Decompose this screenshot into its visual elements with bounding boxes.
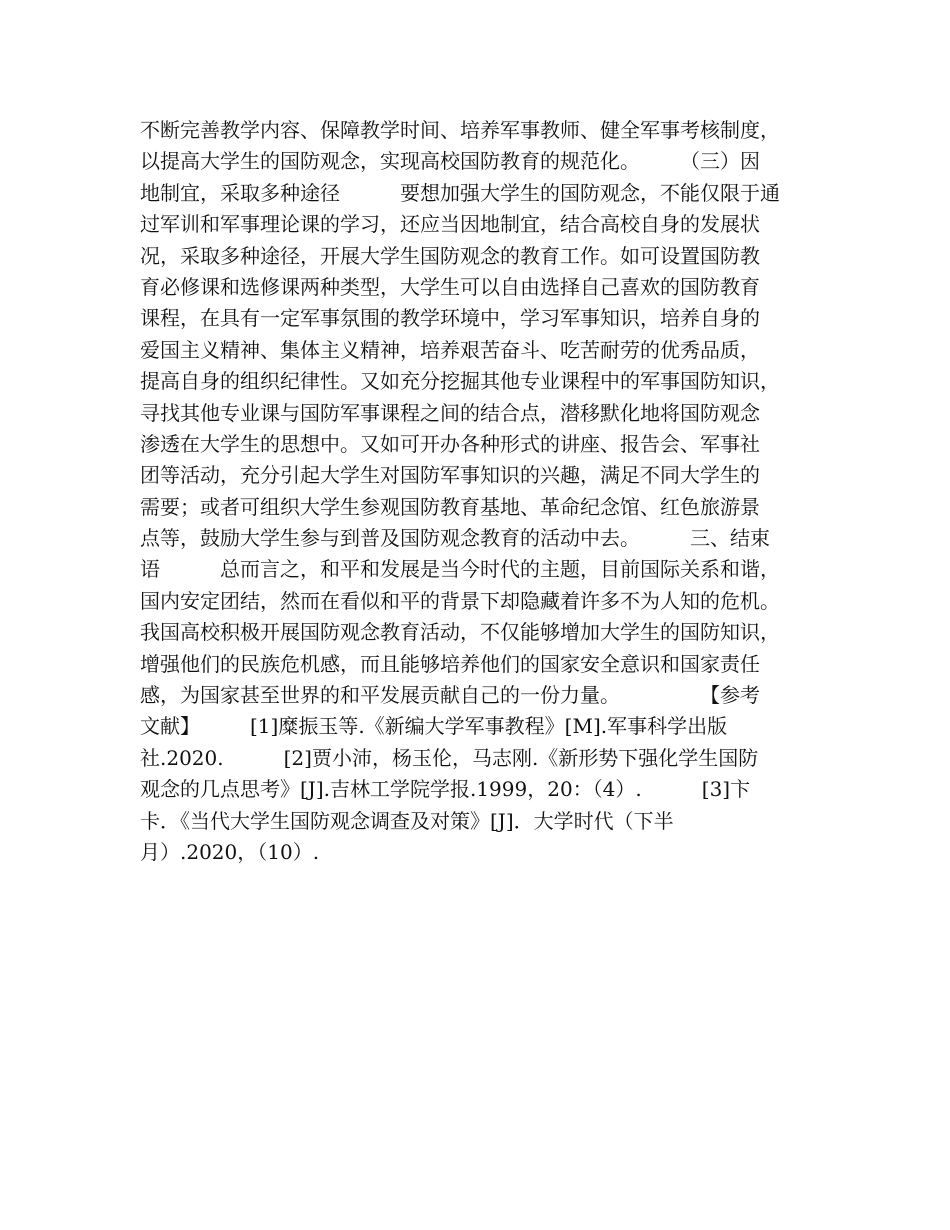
text-line: 卡．《当代大学生国防观念调查及对策》[J]．大学时代（下半	[140, 808, 674, 833]
text-line: 观念的几点思考》[J].吉林工学院学报.1999，20：（4）. [3]卞	[140, 777, 751, 802]
text-line: 寻找其他专业课与国防军事课程之间的结合点，潜移默化地将国防观念	[140, 400, 760, 425]
text-line: 点等，鼓励大学生参与到普及国防观念教育的活动中去。 三、结束	[140, 526, 770, 551]
text-line: 爱国主义精神、集体主义精神，培养艰苦奋斗、吃苦耐劳的优秀品质，	[140, 337, 760, 362]
text-line: 感，为国家甚至世界的和平发展贡献自己的一份力量。 【参考	[140, 683, 760, 708]
text-line: 国内安定团结，然而在看似和平的背景下却隐藏着许多不为人知的危机。	[140, 588, 780, 613]
text-line: 不断完善教学内容、保障教学时间、培养军事教师、健全军事考核制度，	[140, 118, 780, 142]
text-line: 社.2020. [2]贾小沛，杨玉伦，马志刚.《新形势下强化学生国防	[140, 745, 759, 770]
text-line: 需要；或者可组织大学生参观国防教育基地、革命纪念馆、红色旅游景	[140, 494, 760, 519]
text-line: 我国高校积极开展国防观念教育活动，不仅能够增加大学生的国防知识，	[140, 620, 780, 645]
text-line: 育必修课和选修课两种类型，大学生可以自由选择自己喜欢的国防教育	[140, 274, 760, 299]
text-line: 提高自身的组织纪律性。又如充分挖掘其他专业课程中的军事国防知识，	[140, 369, 780, 394]
text-line: 过军训和军事理论课的学习，还应当因地制宜，结合高校自身的发展状	[140, 212, 760, 237]
text-line: 语 总而言之，和平和发展是当今时代的主题，目前国际关系和谐，	[140, 557, 780, 582]
text-line: 课程，在具有一定军事氛围的教学环境中，学习军事知识，培养自身的	[140, 306, 760, 331]
text-line: 地制宜，采取多种途径 要想加强大学生的国防观念，不能仅限于通	[140, 180, 780, 205]
text-line: 文献】 [1]糜振玉等.《新编大学军事教程》[M].军事科学出版	[140, 714, 728, 739]
body-text	[140, 115, 830, 868]
text-line: 况，采取多种途径，开展大学生国防观念的教育工作。如可设置国防教	[140, 243, 760, 268]
text-line: 增强他们的民族危机感，而且能够培养他们的国家安全意识和国家责任	[140, 651, 760, 676]
text-line: 团等活动，充分引起大学生对国防军事知识的兴趣，满足不同大学生的	[140, 463, 760, 488]
text-line: 渗透在大学生的思想中。又如可开办各种形式的讲座、报告会、军事社	[140, 431, 760, 456]
text-line: 以提高大学生的国防观念，实现高校国防教育的规范化。 （三）因	[140, 149, 760, 174]
text-line: 月）.2020，（10）.	[140, 839, 320, 864]
